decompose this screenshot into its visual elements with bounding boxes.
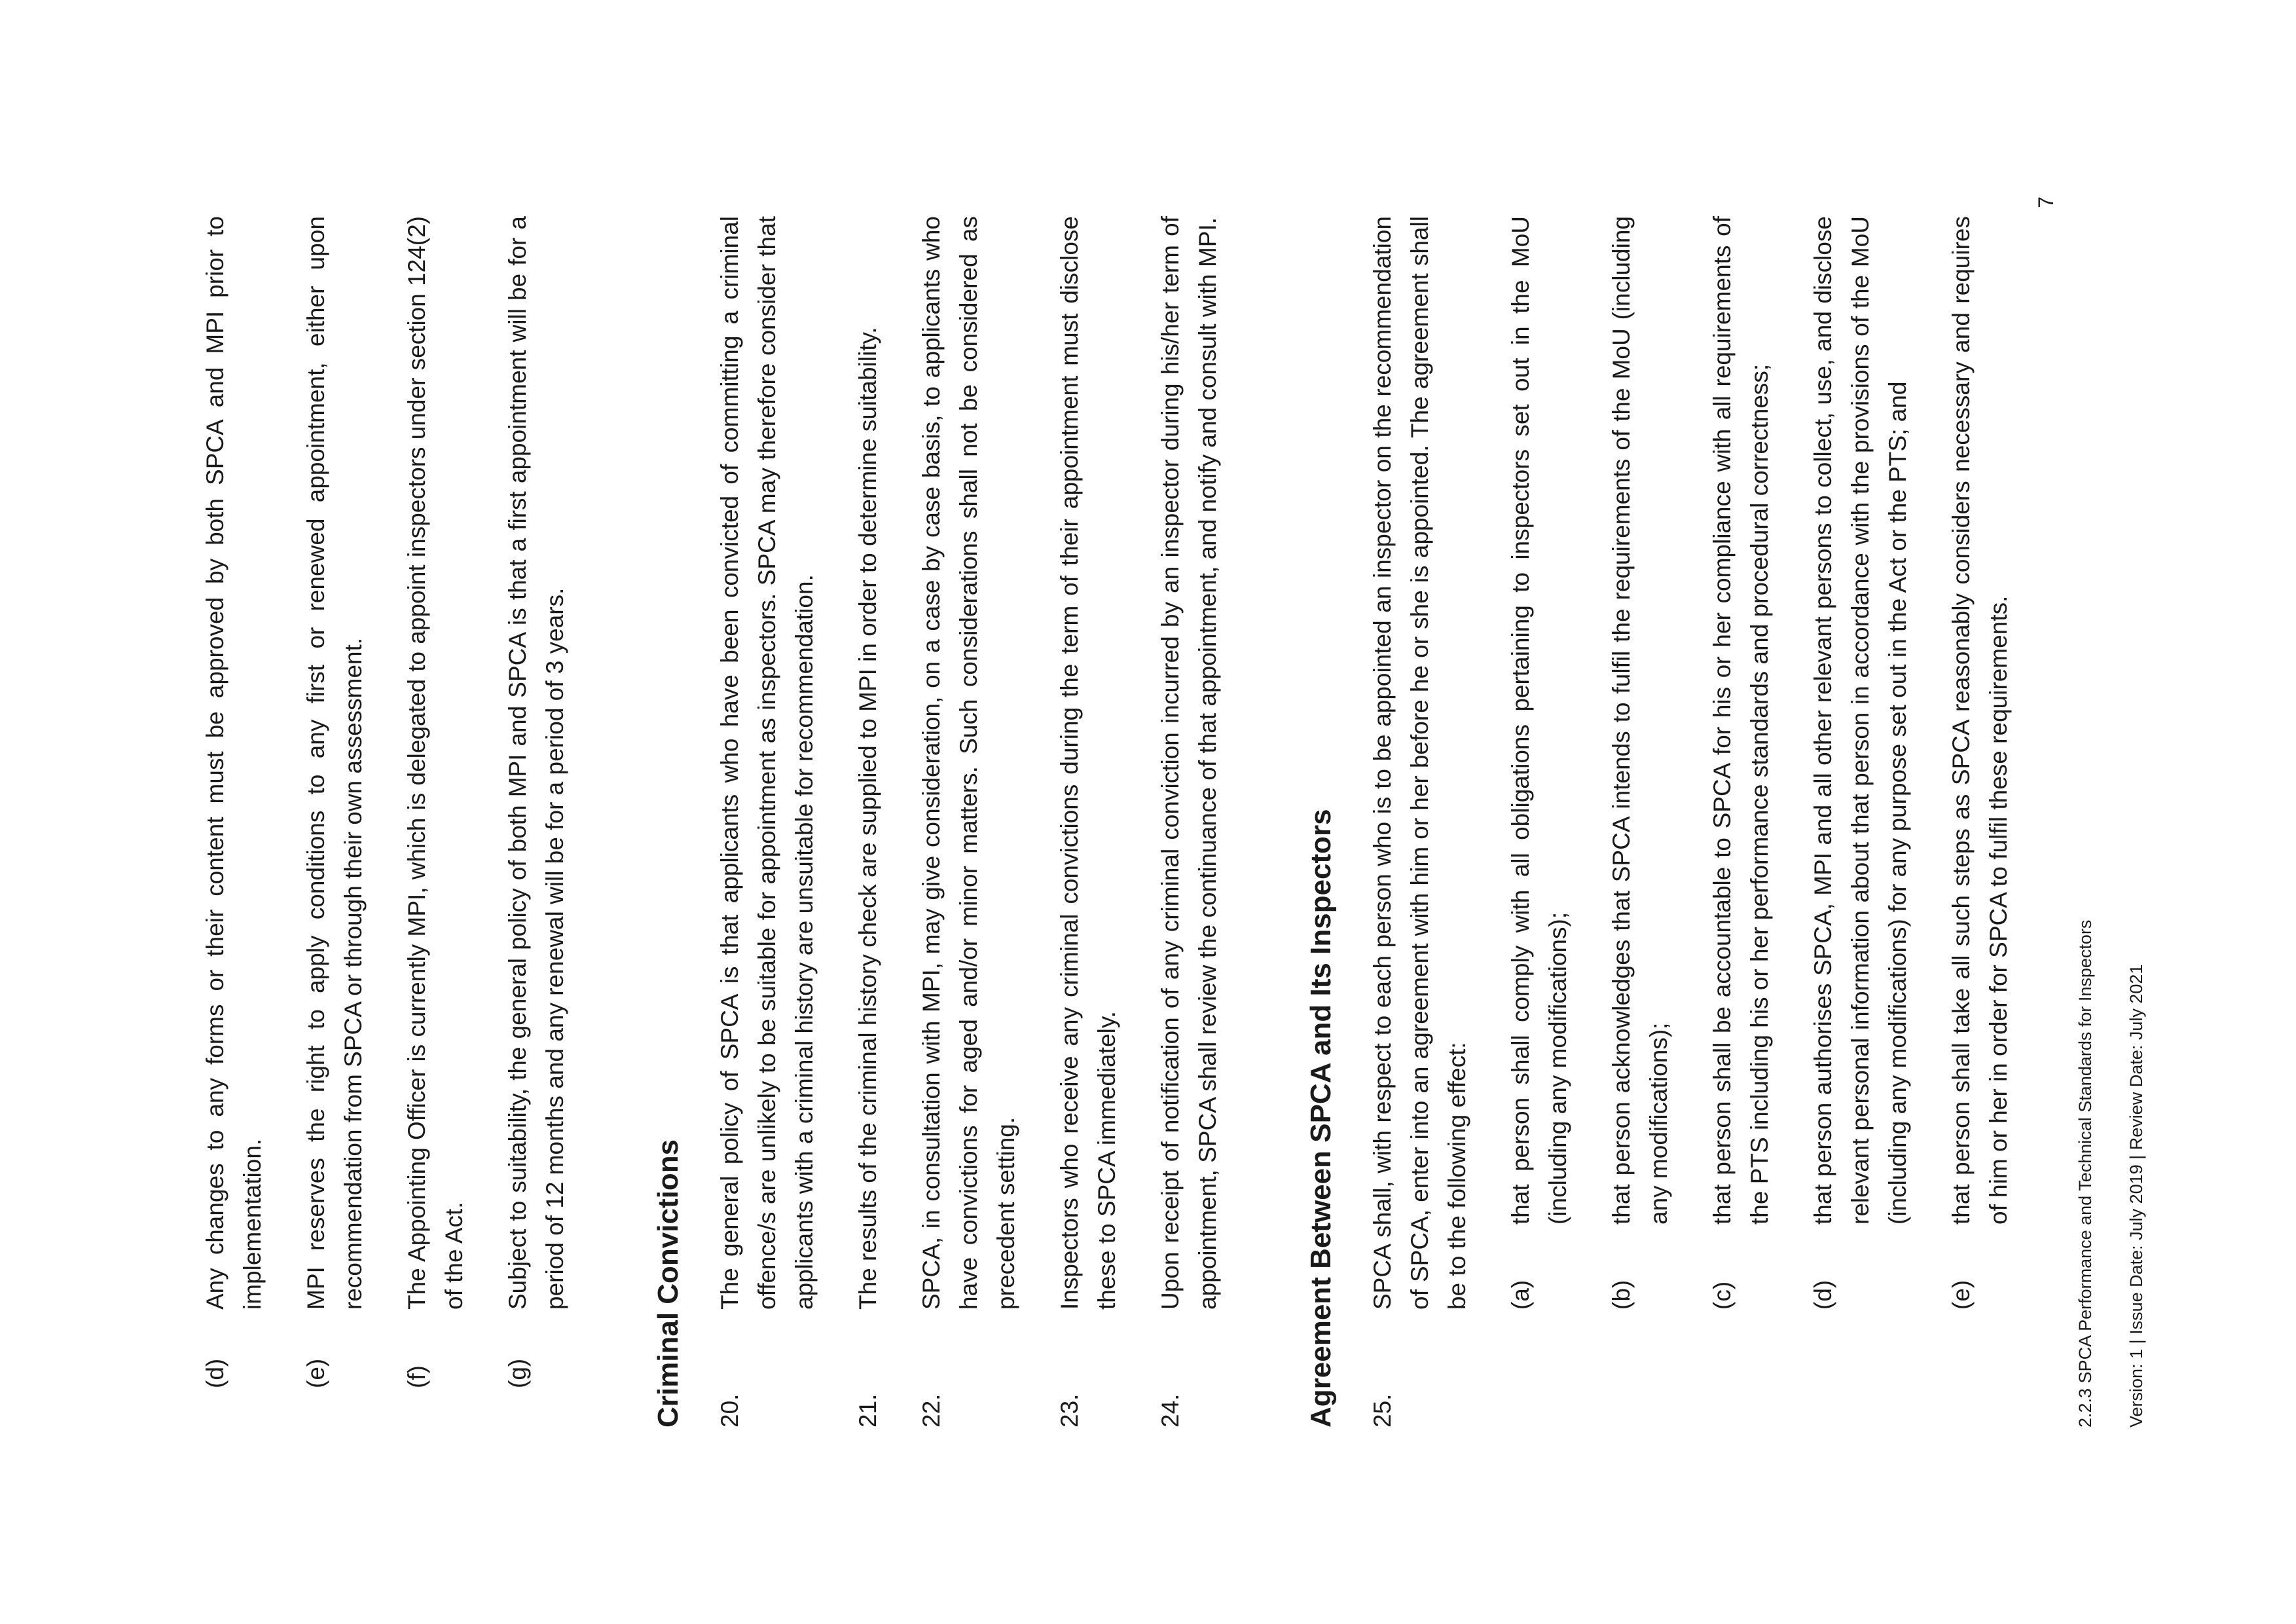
agreement-item-b	[1603, 216, 1677, 1428]
top-item-g	[499, 216, 574, 1428]
item-text: that person authorises SPCA, MPI and all other relevant persons to collect, use, and disclose relevant personal information about that person in accordance with the provisions of the MoU (including any modifications) for any purpose set out in the Act or the PTS; and	[1810, 216, 1911, 1225]
item-label: (a)	[1507, 1280, 1534, 1310]
item-text: that person shall comply with all obligations pertaining to inspectors set out in the MoU (including any modifications);	[1507, 216, 1571, 1225]
section-heading-agreement: Agreement Between SPCA and Its Inspectors	[1305, 809, 1337, 1428]
paragraph-number: 24.	[1157, 1393, 1184, 1428]
agreement-item-a	[1502, 216, 1576, 1428]
item-label: (b)	[1608, 1280, 1635, 1310]
page-number: 7	[2034, 196, 2058, 208]
agreement-item-d	[1804, 216, 1916, 1428]
paragraph-21	[849, 216, 886, 1428]
paragraph-24	[1152, 216, 1226, 1428]
item-text: MPI reserves the right to apply conditions to any first or renewed appointment, either upon recommendation from SPCA or through their own assessment.	[302, 216, 367, 1310]
footer-version-line: Version: 1 | Issue Date: July 2019 | Review Date: July 2021	[2126, 964, 2146, 1428]
paragraph-number: 25.	[1369, 1393, 1396, 1428]
paragraph-23	[1051, 216, 1125, 1428]
paragraph-text: Upon receipt of notification of any criminal conviction incurred by an inspector during his/her term of appointment, SPCA shall review the continuance of that appointment, and notify and consult with MPI.	[1157, 216, 1221, 1310]
item-label: (g)	[504, 1358, 531, 1388]
document-body	[196, 216, 2043, 1428]
item-text: Subject to suitability, the general policy of both MPI and SPCA is that a first appointment will be for a period of 12 months and any renewal will be for a period of 3 years.	[504, 216, 568, 1310]
page-footer	[2034, 196, 2149, 1428]
item-label: (e)	[302, 1358, 329, 1388]
paragraph-22	[913, 216, 1025, 1428]
agreement-item-e	[1942, 216, 2017, 1428]
paragraph-number: 21.	[854, 1393, 881, 1428]
paragraph-text: Inspectors who receive any criminal convictions during the term of their appointment must disclose these to SPCA immediately.	[1056, 216, 1120, 1310]
item-label: (c)	[1709, 1281, 1736, 1310]
item-label: (e)	[1948, 1280, 1975, 1310]
paragraph-number: 22.	[918, 1393, 945, 1428]
paragraph-20	[711, 216, 823, 1428]
item-text: that person acknowledges that SPCA intends to fulfil the requirements of the MoU (including any modifications);	[1608, 216, 1672, 1225]
footer-doc-title: 2.2.3 SPCA Performance and Technical Standards for Inspectors	[2075, 919, 2095, 1428]
agreement-item-c	[1704, 216, 1778, 1428]
item-text: that person shall be accountable to SPCA for his or her compliance with all requirements of the PTS including his or her performance standards and procedural correctness;	[1709, 216, 1773, 1225]
top-item-e	[297, 216, 372, 1428]
item-text: The Appointing Officer is currently MPI, which is delegated to appoint inspectors under section 124(2) of the Act.	[403, 216, 467, 1310]
item-label: (d)	[1810, 1280, 1836, 1310]
top-item-d	[196, 216, 271, 1428]
item-label: (f)	[403, 1365, 430, 1388]
paragraph-text: The results of the criminal history check are supplied to MPI in order to determine suitability.	[854, 327, 881, 1310]
item-label: (d)	[202, 1358, 228, 1388]
section-heading-criminal-convictions: Criminal Convictions	[652, 1139, 684, 1428]
paragraph-number: 20.	[716, 1393, 743, 1428]
paragraph-text: SPCA shall, with respect to each person who is to be appointed an inspector on the recommendation of SPCA, enter into an agreement with him or her before he or she is appointed. The agreement shall be to the following effect:	[1369, 216, 1470, 1310]
item-text: Any changes to any forms or their content must be approved by both SPCA and MPI prior to implementation.	[202, 216, 266, 1310]
paragraph-number: 23.	[1056, 1393, 1083, 1428]
paragraph-text: The general policy of SPCA is that applicants who have been convicted of committing a criminal offence/s are unlikely to be suitable for appointment as inspectors. SPCA may therefore consider that applicants with a criminal history are unsuitable for recommendation.	[716, 216, 818, 1310]
paragraph-25	[1364, 216, 1476, 1428]
top-item-f	[398, 216, 473, 1428]
item-text: that person shall take all such steps as SPCA reasonably considers necessary and requires of him or her in order for SPCA to fulfil these requirements.	[1948, 216, 2012, 1225]
paragraph-text: SPCA, in consultation with MPI, may give consideration, on a case by case basis, to applicants who have convictions for aged and/or minor matters. Such considerations shall not be considered as precedent setting.	[918, 216, 1019, 1310]
